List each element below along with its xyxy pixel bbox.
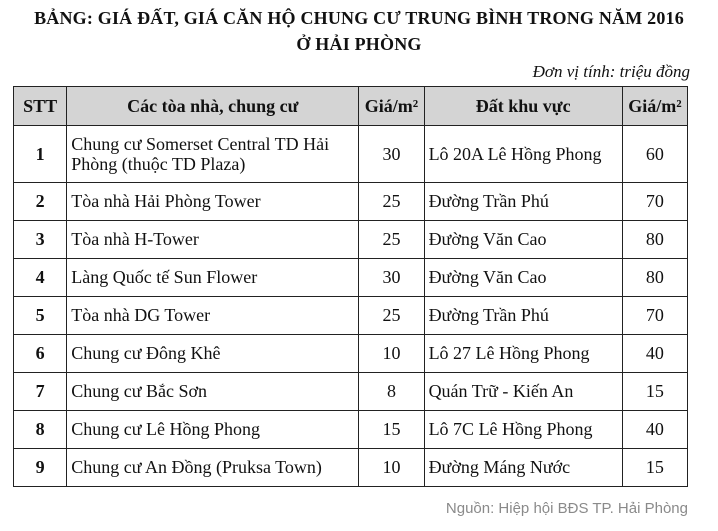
cell-stt: 4 — [14, 259, 67, 297]
cell-stt: 5 — [14, 297, 67, 335]
cell-area: Lô 27 Lê Hồng Phong — [424, 335, 622, 373]
cell-area: Lô 20A Lê Hồng Phong — [424, 126, 622, 183]
cell-stt: 9 — [14, 449, 67, 487]
header-building: Các tòa nhà, chung cư — [67, 87, 359, 126]
cell-price-apartment: 25 — [359, 297, 424, 335]
header-price-apartment: Giá/m² — [359, 87, 424, 126]
cell-price-land: 70 — [622, 297, 687, 335]
cell-building: Chung cư Đông Khê — [67, 335, 359, 373]
cell-price-land: 70 — [622, 183, 687, 221]
table-row — [14, 183, 688, 221]
cell-area: Quán Trữ - Kiến An — [424, 373, 622, 411]
cell-building: Chung cư Somerset Central TD Hải Phòng (thuộc TD Plaza) — [67, 126, 359, 183]
cell-building: Chung cư Bắc Sơn — [67, 373, 359, 411]
unit-note: Đơn vị tính: triệu đồng — [532, 62, 690, 81]
cell-price-apartment: 10 — [359, 449, 424, 487]
table-title-line-2: Ở HẢI PHÒNG — [296, 34, 422, 54]
cell-stt: 1 — [14, 126, 67, 183]
cell-building: Tòa nhà Hải Phòng Tower — [67, 183, 359, 221]
cell-stt: 8 — [14, 411, 67, 449]
table-row — [14, 221, 688, 259]
table-row — [14, 411, 688, 449]
cell-price-apartment: 10 — [359, 335, 424, 373]
cell-building: Chung cư Lê Hồng Phong — [67, 411, 359, 449]
table-row — [14, 373, 688, 411]
cell-price-apartment: 8 — [359, 373, 424, 411]
cell-stt: 7 — [14, 373, 67, 411]
cell-area: Đường Văn Cao — [424, 221, 622, 259]
cell-area: Lô 7C Lê Hồng Phong — [424, 411, 622, 449]
cell-price-land: 60 — [622, 126, 687, 183]
header-stt: STT — [14, 87, 67, 126]
cell-price-land: 40 — [622, 411, 687, 449]
header-row — [14, 87, 688, 126]
cell-price-apartment: 25 — [359, 221, 424, 259]
cell-area: Đường Văn Cao — [424, 259, 622, 297]
table-row — [14, 297, 688, 335]
cell-building: Tòa nhà H-Tower — [67, 221, 359, 259]
cell-building: Chung cư An Đồng (Pruksa Town) — [67, 449, 359, 487]
table-row — [14, 449, 688, 487]
table-row — [14, 335, 688, 373]
cell-price-apartment: 25 — [359, 183, 424, 221]
source-note: Nguồn: Hiệp hội BĐS TP. Hải Phòng — [445, 500, 688, 517]
cell-building: Tòa nhà DG Tower — [67, 297, 359, 335]
table-row — [14, 259, 688, 297]
cell-building: Làng Quốc tế Sun Flower — [67, 259, 359, 297]
table-row — [14, 126, 688, 183]
price-table — [13, 86, 688, 487]
cell-price-land: 15 — [622, 449, 687, 487]
table-title-line-1: BẢNG: GIÁ ĐẤT, GIÁ CĂN HỘ CHUNG CƯ TRUNG BÌNH TRONG NĂM 2016 — [34, 8, 684, 28]
cell-price-land: 80 — [622, 221, 687, 259]
cell-stt: 3 — [14, 221, 67, 259]
cell-price-apartment: 30 — [359, 259, 424, 297]
cell-stt: 2 — [14, 183, 67, 221]
cell-area: Đường Trần Phú — [424, 183, 622, 221]
header-price-land: Giá/m² — [622, 87, 687, 126]
cell-price-apartment: 30 — [359, 126, 424, 183]
header-area: Đất khu vực — [424, 87, 622, 126]
cell-price-land: 40 — [622, 335, 687, 373]
cell-stt: 6 — [14, 335, 67, 373]
cell-area: Đường Máng Nước — [424, 449, 622, 487]
cell-price-land: 15 — [622, 373, 687, 411]
cell-area: Đường Trần Phú — [424, 297, 622, 335]
cell-price-land: 80 — [622, 259, 687, 297]
cell-price-apartment: 15 — [359, 411, 424, 449]
